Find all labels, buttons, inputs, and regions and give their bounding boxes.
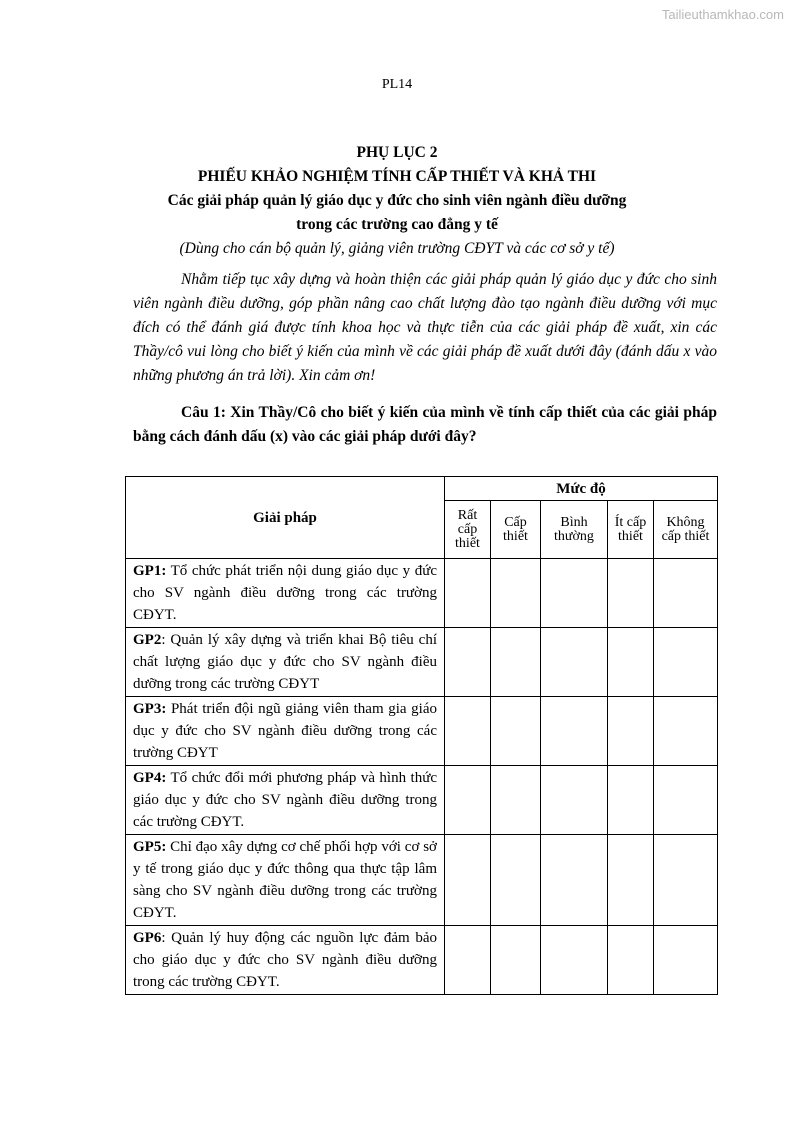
answer-checkbox-cell[interactable] [608,559,654,628]
answer-checkbox-cell[interactable] [445,926,491,995]
solution-text: Tổ chức đổi mới phương pháp và hình thức giáo dục y đức cho SV ngành điều dưỡng trong các trường CĐYT. [133,770,437,830]
solution-code: GP1: [133,563,167,579]
intro-paragraph: Nhằm tiếp tục xây dựng và hoàn thiện các giải pháp quản lý giáo dục y đức cho sinh viên ngành điều dưỡng, góp phần nâng cao chất lượng đào tạo ngành điều dưỡng với mục đích có thể đánh giá được tính khoa học và thực tiễn của các giải pháp đề xuất, xin các Thầy/cô vui lòng cho biết ý kiến của mình về các giải pháp đề xuất dưới đây (đánh dấu x vào những phương án trả lời). Xin cảm ơn! [133,271,717,384]
header-solution: Giải pháp [126,477,445,559]
answer-checkbox-cell[interactable] [654,559,718,628]
answer-checkbox-cell[interactable] [608,628,654,697]
answer-checkbox-cell[interactable] [491,926,541,995]
solution-code: GP3: [133,701,167,717]
header-level-option: Ít cấp thiết [608,501,654,559]
answer-checkbox-cell[interactable] [445,628,491,697]
answer-checkbox-cell[interactable] [491,835,541,926]
page-label: PL14 [381,77,413,92]
table-row [126,766,718,835]
answer-checkbox-cell[interactable] [491,697,541,766]
table-row [126,926,718,995]
solution-cell [126,926,445,995]
answer-checkbox-cell[interactable] [541,697,608,766]
solution-text: Tổ chức phát triển nội dung giáo dục y đức cho SV ngành điều dưỡng trong các trường CĐYT. [133,563,437,623]
solution-code: GP2 [133,632,162,648]
answer-checkbox-cell[interactable] [541,766,608,835]
solution-cell [126,559,445,628]
answer-checkbox-cell[interactable] [654,835,718,926]
watermark: Tailieuthamkhao.com [661,7,784,22]
solution-cell [126,628,445,697]
solution-text: Phát triển đội ngũ giảng viên tham gia giáo dục y đức cho SV ngành điều dưỡng trong các trường CĐYT [133,701,437,761]
answer-checkbox-cell[interactable] [445,766,491,835]
header-level-option: Cấp thiết [491,501,541,559]
answer-checkbox-cell[interactable] [541,926,608,995]
header-level-option: Bình thường [541,501,608,559]
header-level-option: Không cấp thiết [654,501,718,559]
solution-code: GP5: [133,839,167,855]
answer-checkbox-cell[interactable] [491,628,541,697]
solution-text: Chỉ đạo xây dựng cơ chế phối hợp với cơ sở y tế trong giáo dục y đức thông qua thực tập lâm sàng cho SV ngành điều dưỡng trong các trường CĐYT. [133,839,437,921]
solution-text: : Quản lý xây dựng và triển khai Bộ tiêu chí chất lượng giáo dục y đức cho SV ngành điều dưỡng trong các trường CĐYT [133,632,437,692]
answer-checkbox-cell[interactable] [608,697,654,766]
answer-checkbox-cell[interactable] [445,835,491,926]
answer-checkbox-cell[interactable] [654,766,718,835]
table-row [126,559,718,628]
solution-cell [126,766,445,835]
solution-cell [126,697,445,766]
answer-checkbox-cell[interactable] [654,926,718,995]
audience-note: (Dùng cho cán bộ quản lý, giảng viên trường CĐYT và các cơ sở y tế) [179,240,615,257]
subtitle-line-2: trong các trường cao đẳng y tế [296,216,498,233]
solution-code: GP4: [133,770,167,786]
answer-checkbox-cell[interactable] [491,559,541,628]
answer-checkbox-cell[interactable] [491,766,541,835]
solution-code: GP6 [133,930,162,946]
answer-checkbox-cell[interactable] [445,697,491,766]
table-row [126,697,718,766]
solution-cell [126,835,445,926]
answer-checkbox-cell[interactable] [445,559,491,628]
appendix-heading: PHỤ LỤC 2 [356,144,438,161]
solution-text: : Quản lý huy động các nguồn lực đảm bảo cho giáo dục y đức cho SV ngành điều dưỡng trong các trường CĐYT. [133,930,437,990]
answer-checkbox-cell[interactable] [654,628,718,697]
answer-checkbox-cell[interactable] [541,835,608,926]
subtitle-line-1: Các giải pháp quản lý giáo dục y đức cho sinh viên ngành điều dưỡng [167,192,627,209]
answer-checkbox-cell[interactable] [654,697,718,766]
document-header [100,141,694,261]
answer-checkbox-cell[interactable] [541,559,608,628]
survey-table [125,476,718,995]
document-title: PHIẾU KHẢO NGHIỆM TÍNH CẤP THIẾT VÀ KHẢ THI [197,168,597,185]
answer-checkbox-cell[interactable] [541,628,608,697]
answer-checkbox-cell[interactable] [608,766,654,835]
answer-checkbox-cell[interactable] [608,926,654,995]
question-1: Câu 1: Xin Thầy/Cô cho biết ý kiến của mình về tính cấp thiết của các giải pháp bằng cách đánh dấu (x) vào các giải pháp dưới đây? [133,404,717,445]
table-row [126,835,718,926]
table-row [126,628,718,697]
header-level: Mức độ [445,477,718,501]
answer-checkbox-cell[interactable] [608,835,654,926]
header-level-option: Rất cấp thiết [445,501,491,559]
